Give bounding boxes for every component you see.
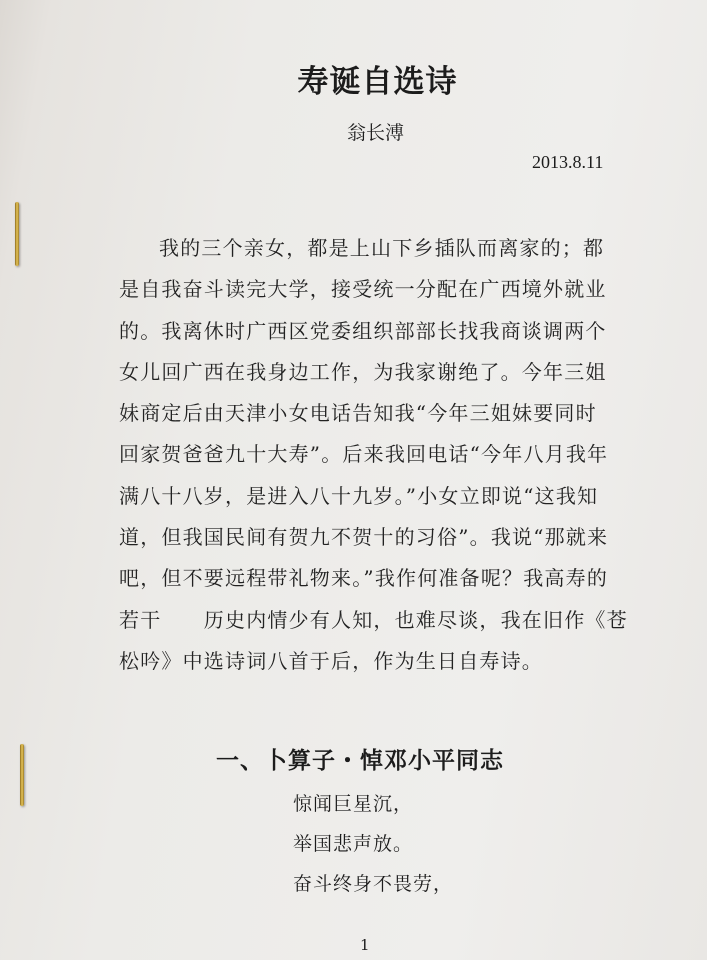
paragraph-line: 若干 历史内情少有人知，也难尽谈，我在旧作《苍: [119, 607, 628, 632]
poem-line: 惊闻巨星沉，: [293, 793, 414, 815]
poem-line: 奋斗终身不畏劳，: [293, 873, 454, 895]
document-date: 2013.8.11: [532, 152, 604, 172]
paragraph-line: 满八十八岁，是进入八十九岁。”小女立即说“这我知: [119, 483, 599, 508]
author-name: 翁长溥: [346, 122, 404, 144]
paragraph-line: 回家贺爸爸九十大寿”。后来我回电话“今年八月我年: [119, 442, 609, 467]
document-title: 寿诞自选诗: [297, 64, 458, 100]
paragraph-line: 是自我奋斗读完大学，接受统一分配在广西境外就业: [119, 277, 607, 302]
section-title: 一、卜算子・悼邓小平同志: [216, 748, 504, 774]
paragraph-line: 吧，但不要远程带礼物来。”我作何准备呢？我高寿的: [119, 566, 609, 591]
paragraph-line: 道，但我国民间有贺九不贺十的习俗”。我说“那就来: [119, 525, 609, 550]
staple-bottom: [20, 744, 24, 806]
page-number: 1: [360, 936, 370, 954]
paragraph-line: 松吟》中选诗词八首于后，作为生日自寿诗。: [119, 648, 543, 673]
poem: [293, 784, 453, 904]
body-paragraph: [119, 228, 639, 682]
poem-line: 举国悲声放。: [293, 833, 414, 855]
paragraph-line: 妹商定后由天津小女电话告知我“今年三姐妹要同时: [119, 401, 597, 426]
paragraph-line: 女儿回广西在我身边工作，为我家谢绝了。今年三姐: [119, 359, 607, 384]
staple-top: [15, 202, 19, 266]
paragraph-line: 的。我离休时广西区党委组织部部长找我商谈调两个: [119, 318, 607, 343]
paragraph-line: 我的三个亲女，都是上山下乡插队而离家的；都: [159, 236, 605, 260]
